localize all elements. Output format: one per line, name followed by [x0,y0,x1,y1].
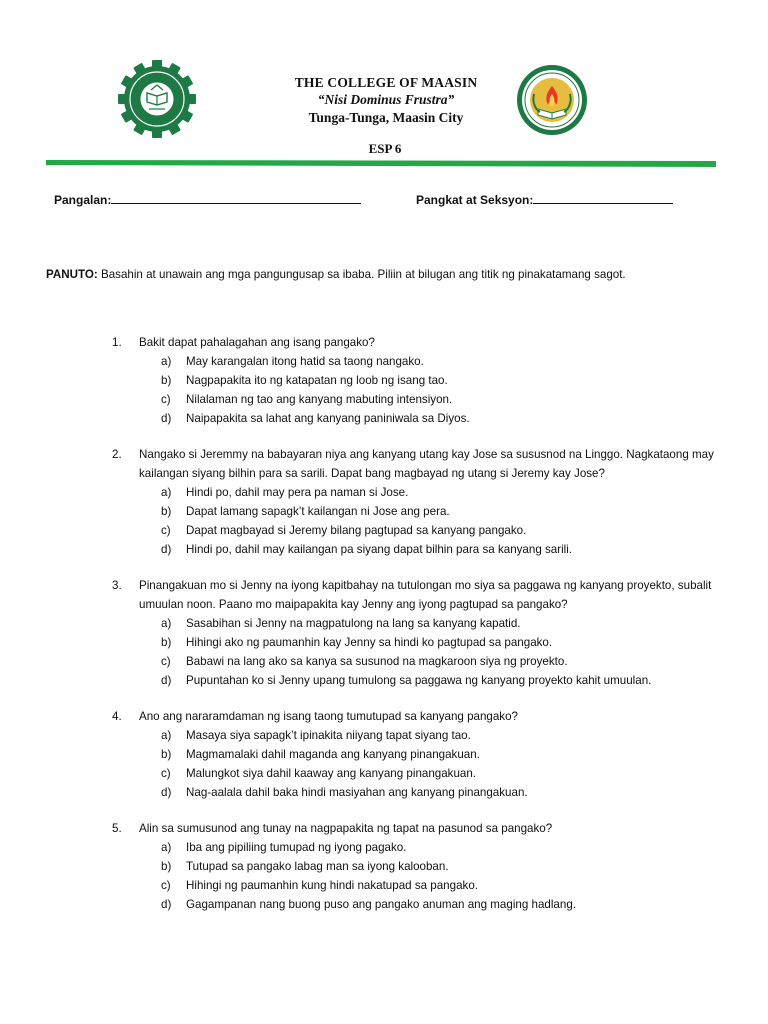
question-item [112,333,722,428]
name-label: Pangalan: [54,193,112,207]
choice-letter[interactable]: c) [161,879,171,892]
choice-text: Gagampanan nang buong puso ang pangako anuman ang maging hadlang. [186,898,576,911]
question-text: Pinangakuan mo si Jenny na iyong kapitbahay na tutulongan mo siya sa paggawa ng kanyang proyekto, subalit umuulan noon. Paano mo maipapakita kay Jenny ang iyong pagtupad sa pangako? [139,579,712,611]
choice-letter[interactable]: b) [161,374,172,387]
choice-letter[interactable]: b) [161,505,172,518]
choice-text: Malungkot siya dahil kaaway ang kanyang pinangakuan. [186,767,477,780]
answer-choice[interactable] [112,783,722,802]
question-item [112,819,722,914]
choice-text: Hindi po, dahil may kailangan pa siyang dapat bilhin para sa kanyang sarili. [186,543,573,556]
choice-letter[interactable]: b) [161,860,172,873]
name-blank-line[interactable] [111,192,361,204]
answer-choice[interactable] [112,838,722,857]
school-header [240,74,532,127]
answer-choice[interactable] [112,745,722,764]
choice-text: Masaya siya sapagk’t ipinakita niiyang tapat siyang tao. [186,729,471,742]
question-number: 3. [112,579,122,592]
choice-letter[interactable]: a) [161,841,172,854]
question-item [112,445,722,559]
choice-letter[interactable]: c) [161,524,171,537]
directions-text: Basahin at unawain ang mga pangungusap sa ibaba. Piliin at bilugan ang titik ng pinakatamang sagot. [100,268,626,281]
question-stem [112,707,722,726]
question-number: 2. [112,448,122,461]
answer-choice[interactable] [112,895,722,914]
directions [46,267,726,283]
question-list [112,333,722,931]
answer-choice[interactable] [112,483,722,502]
choice-text: Pupuntahan ko si Jenny upang tumulong sa paggawa ng kanyang proyekto kahit umuulan. [186,674,652,687]
answer-choice[interactable] [112,409,722,428]
answer-choice[interactable] [112,352,722,371]
choice-letter[interactable]: c) [161,655,171,668]
school-name: THE COLLEGE OF MAASIN [294,75,478,90]
choice-letter[interactable]: a) [161,617,172,630]
question-item [112,707,722,802]
header-divider [46,159,716,168]
choice-letter[interactable]: d) [161,543,172,556]
choice-letter[interactable]: a) [161,486,172,499]
choice-text: Dapat lamang sapagk’t kailangan ni Jose ang pera. [186,505,450,518]
answer-choice[interactable] [112,614,722,633]
choice-text: Tutupad sa pangako labag man sa iyong kalooban. [186,860,449,873]
choice-letter[interactable]: d) [161,412,172,425]
question-stem [112,445,722,483]
section-label: Pangkat at Seksyon: [416,193,534,207]
answer-choice[interactable] [112,764,722,783]
choice-text: Hihingi ako ng paumanhin kay Jenny sa hindi ko pagtupad sa pangako. [186,636,553,649]
choice-text: May karangalan itong hatid sa taong nangako. [186,355,424,368]
question-stem [112,819,722,838]
choice-text: Hindi po, dahil may pera pa naman si Jose. [186,486,409,499]
choice-text: Sasabihan si Jenny na magpatulong na lang sa kanyang kapatid. [186,617,521,630]
answer-choice[interactable] [112,652,722,671]
answer-choice[interactable] [112,633,722,652]
answer-choice[interactable] [112,726,722,745]
subject-title: ESP 6 [368,141,402,156]
answer-choice[interactable] [112,876,722,895]
question-stem [112,333,722,352]
section-field[interactable] [416,192,673,207]
answer-choice[interactable] [112,540,722,559]
question-number: 1. [112,336,122,349]
choice-letter[interactable]: d) [161,674,172,687]
question-number: 5. [112,822,122,835]
school-motto: “Nisi Dominus Frustra” [317,92,455,107]
question-text: Ano ang nararamdaman ng isang taong tumutupad sa kanyang pangako? [139,710,519,723]
choice-letter[interactable]: b) [161,636,172,649]
choice-text: Nilalaman ng tao ang kanyang mabuting intensiyon. [186,393,453,406]
choice-text: Naipapakita sa lahat ang kanyang paniniwala sa Diyos. [186,412,470,425]
question-number: 4. [112,710,122,723]
answer-choice[interactable] [112,857,722,876]
choice-letter[interactable]: d) [161,786,172,799]
answer-choice[interactable] [112,502,722,521]
answer-choice[interactable] [112,521,722,540]
answer-choice[interactable] [112,671,722,690]
question-text: Nangako si Jeremmy na babayaran niya ang kanyang utang kay Jose sa sususnod na Linggo. Nagkataong may kailangan siyang bilhin para sa sarili. Dapat bang magbayad ng utang si Jeremy kay Jose? [139,448,714,480]
choice-letter[interactable]: b) [161,748,172,761]
choice-text: Hihingi ng paumanhin kung hindi nakatupad sa pangako. [186,879,478,892]
section-blank-line[interactable] [533,192,673,204]
choice-letter[interactable]: d) [161,898,172,911]
directions-lead: PANUTO: [46,268,98,281]
choice-text: Magmamalaki dahil maganda ang kanyang pinangakuan. [186,748,480,761]
question-text: Bakit dapat pahalagahan ang isang pangako? [139,336,375,349]
choice-text: Iba ang pipiliing tumupad ng iyong pagako. [186,841,407,854]
choice-letter[interactable]: c) [161,393,171,406]
choice-letter[interactable]: c) [161,767,171,780]
question-text: Alin sa sumusunod ang tunay na nagpapakita ng tapat na pasunod sa pangako? [139,822,553,835]
school-address: Tunga-Tunga, Maasin City [308,110,464,125]
answer-choice[interactable] [112,371,722,390]
answer-choice[interactable] [112,390,722,409]
choice-letter[interactable]: a) [161,729,172,742]
choice-text: Nag-aalala dahil baka hindi masiyahan ang kanyang pinangakuan. [186,786,528,799]
name-field[interactable] [54,192,361,207]
question-stem [112,576,722,614]
choice-text: Dapat magbayad si Jeremy bilang pagtupad sa kanyang pangako. [186,524,527,537]
choice-text: Babawi na lang ako sa kanya sa susunod na magkaroon siya ng proyekto. [186,655,568,668]
choice-letter[interactable]: a) [161,355,172,368]
question-item [112,576,722,690]
choice-text: Nagpapakita ito ng katapatan ng loob ng isang tao. [186,374,448,387]
college-seal-logo [112,60,202,138]
